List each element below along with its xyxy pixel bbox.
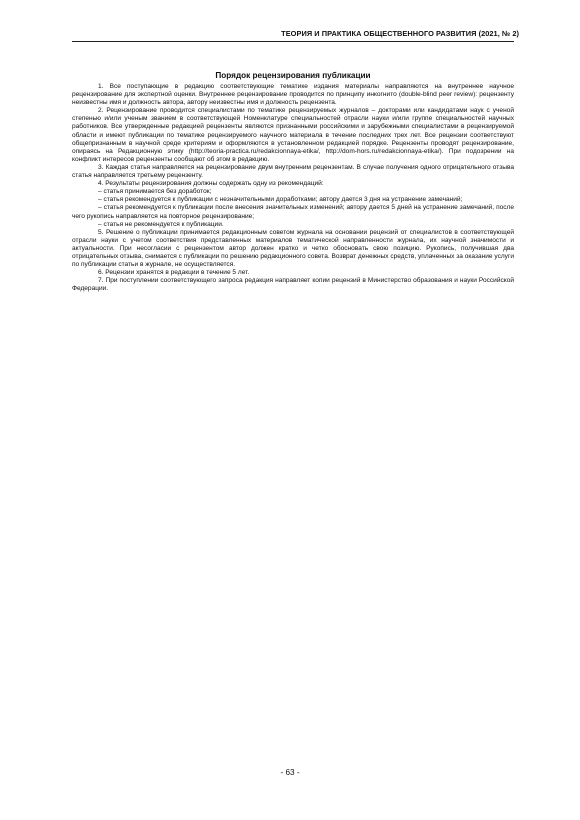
paragraph-7: 7. При поступлении соответствующего запроса редакция направляет копии рецензий в Министерство образования и науки Российской Федерации. [72, 277, 514, 293]
paragraph-5: 5. Решение о публикации принимается редакционным советом журнала на основании рецензий от специалистов в соответствующей отрасли науки с учетом соответствия представленных материалов тематической направленности журнала, их научной значимости и актуальности. При несогласии с рецензентом автор должен кратко и четко обосновать свою позицию. Рукопись, получившая два отрицательных отзыва, снимается с публикации по решению редакционного совета. Возврат денежных средств, уплаченных за оказание услуги по публикации статьи в журнале, не осуществляется. [72, 228, 514, 269]
list-item: – статья принимается без доработок; [98, 188, 212, 196]
header-divider [72, 41, 514, 42]
journal-header-title: ТЕОРИЯ И ПРАКТИКА ОБЩЕСТВЕННОГО РАЗВИТИЯ (2021, № 2) [281, 29, 519, 38]
list-item: – статья рекомендуется к публикации с незначительными доработками; автору дается 3 дня на устранение замечаний; [98, 196, 463, 204]
paragraph-1: 1. Все поступающие в редакцию соответствующие тематике издания материалы направляются на внутреннее научное рецензирование для экспертной оценки. Внутреннее рецензирование проводится по принципу инкогнито (double-blind peer review): рецензенту неизвестны имя и должность автора, автору неизвестны имя и должность рецензента. [72, 83, 514, 107]
paragraph-4: 4. Результаты рецензирования должны содержать одну из рекомендаций: [98, 180, 324, 188]
paragraph-6: 6. Рецензии хранятся в редакции в течение 5 лет. [98, 269, 250, 277]
paragraph-3: 3. Каждая статья направляется на рецензирование двум внутренним рецензентам. В случае получения одного отрицательного отзыва статья направляется третьему рецензенту. [72, 163, 514, 180]
list-item: – статья рекомендуется к публикации после внесения значительных изменений; автору дается 5 дней на устранение замечаний, после чего рукопись направляется на повторное рецензирование; [72, 204, 514, 220]
document-body [72, 71, 514, 293]
paragraph-2: 2. Рецензирование проводится специалистами по тематике рецензируемых журналов – докторами или кандидатами наук с ученой степенью и/или ученым званием в соответствующей Номенклатуре специальностей отрасли науки и/или группе специальностей научных работников. Все утвержденные редакцией рецензенты являются признанными российскими и зарубежными специалистами в рецензируемой области и имеют публикации по тематике рецензируемого научного материала в течение последних трех лет. Все рецензии соответствуют общепризнанным в научной среде критериям и оформляются в установленном редакцией порядке. Рецензенты проводят рецензирование, опираясь на Редакционную этику (http://teoria-practica.ru/redakcionnaya-etika/, http://dom-hors.ru/redakcionnaya-etika/). При подозрении на конфликт интересов рецензенты сообщают об этом в редакцию. [72, 107, 514, 163]
list-item: – статья не рекомендуется к публикации. [98, 220, 224, 228]
document-title: Порядок рецензирования публикации [215, 71, 371, 80]
page-number: - 63 - [280, 768, 300, 777]
